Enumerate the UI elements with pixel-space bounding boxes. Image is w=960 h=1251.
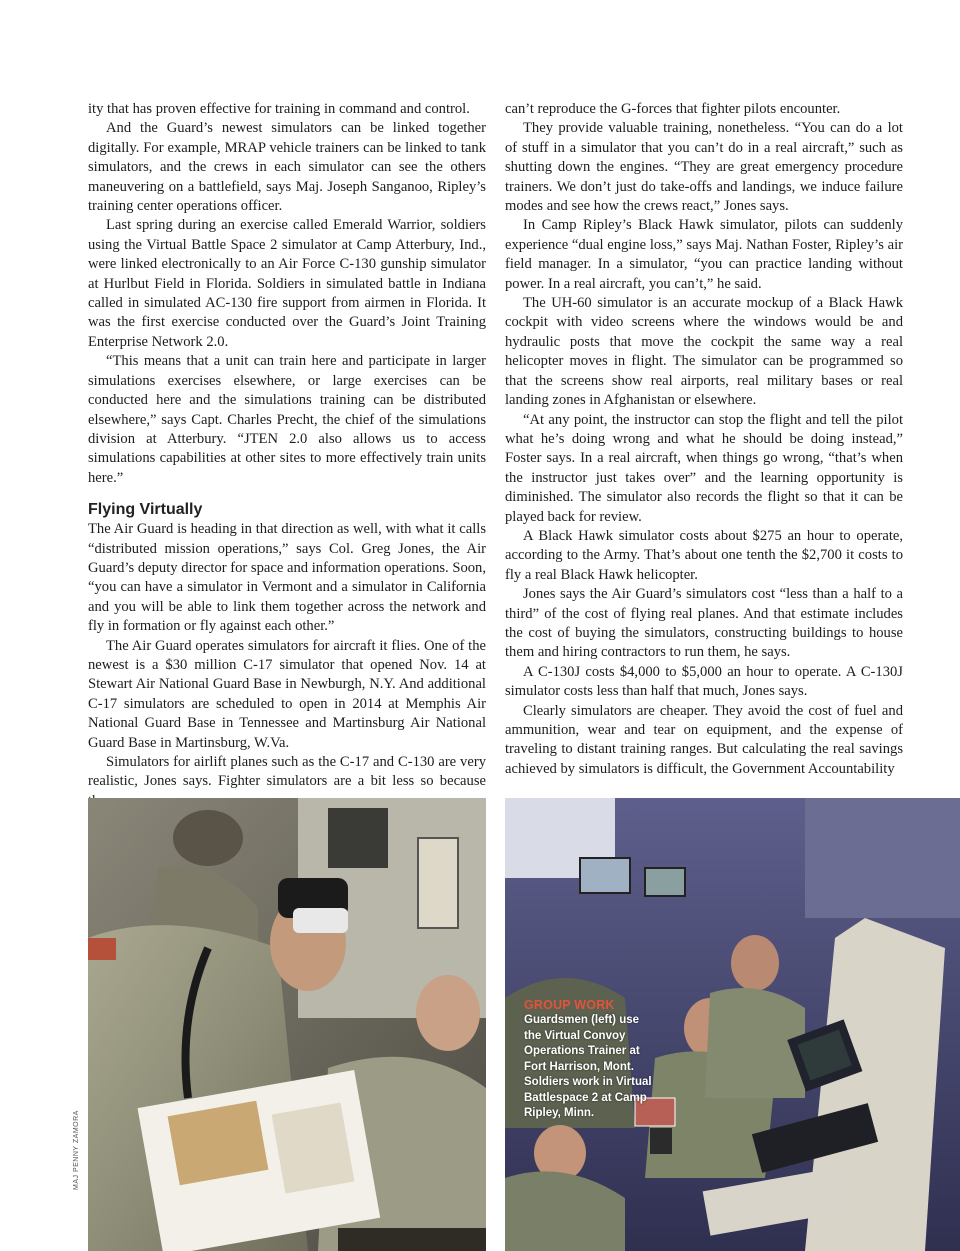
photo-caption: [524, 997, 654, 1122]
caption-text: Guardsmen (left) use the Virtual Convoy Operations Trainer at Fort Harrison, Mont. Soldiers work in Virtual Battlespace 2 at Camp Ripley, Minn.: [524, 1014, 652, 1119]
photo-convoy-trainer: [88, 798, 486, 1251]
paragraph: They provide valuable training, nonetheless. “You can do a lot of stuff in a simulator that you can’t do in a real aircraft,” such as shutting down the engines. “They are great emergency procedure trainers. We don’t just do take-offs and landings, we induce failure modes and see how the crews react,” Jones says.: [505, 120, 903, 215]
paragraph: “This means that a unit can train here and participate in larger simulations exercises elsewhere, or large exercises can be conducted here and the simulations training can be distributed elsewhere,” says Capt. Charles Precht, the chief of the simulations division at Atterbury. “JTEN 2.0 also allows us to access simulations capabilities at other sites to more effectively train units here.”: [88, 353, 486, 486]
paragraph: Clearly simulators are cheaper. They avoid the cost of fuel and ammunition, wear and tear on equipment, and the expense of traveling to distant training ranges. But calculating the real savings achieved by simulators is difficult, the Government Accountability: [505, 702, 903, 777]
caption-kicker: GROUP WORK: [524, 998, 615, 1012]
paragraph: The Air Guard is heading in that direction as well, with what it calls “distributed mission operations,” says Col. Greg Jones, the Air Guard’s deputy director for space and information operations. Soon, “you can have a simulator in Vermont and a simulator in California and you will be able to link them together across the network and fly in formation or fly against each other.”: [88, 521, 486, 635]
paragraph: “At any point, the instructor can stop the flight and tell the pilot what he’s doing wrong and what he should be doing instead,” Foster says. In a real aircraft, when things go wrong, “that’s when the instructor just takes over” and the learning opportunity is diminished. The simulator also records the flight so that it can be played back for review.: [505, 411, 903, 525]
paragraph: A C-130J costs $4,000 to $5,000 an hour to operate. A C-130J simulator costs less than half that much, Jones says.: [505, 663, 903, 700]
paragraph: A Black Hawk simulator costs about $275 an hour to operate, according to the Army. That’s about one tenth the $2,700 it costs to fly a real Black Hawk helicopter.: [505, 527, 903, 583]
paragraph: The Air Guard operates simulators for aircraft it flies. One of the newest is a $30 million C-17 simulator that opened Nov. 14 at Stewart Air National Guard Base in Newburgh, N.Y. And additional C-17 simulators are scheduled to open in 2014 at Memphis Air National Guard Base in Tennessee and Martinsburg Air National Guard Base in Martinsburg, W.Va.: [88, 637, 486, 751]
left-column: [88, 100, 486, 811]
paragraph: can’t reproduce the G-forces that fighter pilots encounter.: [505, 101, 841, 117]
paragraph: Simulators for airlift planes such as the C-17 and C-130 are very realistic, Jones says. Fighter simulators are a bit less so because: [88, 754, 486, 790]
paragraph: Jones says the Air Guard’s simulators cost “less than a half to a third” of the cost of flying real planes. And that estimate includes the cost of buying the simulators, constructing buildings to house them and hiring contractors to run them, he says.: [505, 586, 903, 661]
paragraph: And the Guard’s newest simulators can be linked together digitally. For example, MRAP vehicle trainers can be linked to tank simulators, and the crews in each simulator can see the others maneuvering on a battlefield, says Maj. Joseph Sanganoo, Ripley’s training center operations officer.: [88, 120, 486, 215]
paragraph: In Camp Ripley’s Black Hawk simulator, pilots can suddenly experience “dual engine loss,” says Maj. Nathan Foster, Ripley’s air field manager. In a simulator, “you can practice landing without power. In a real aircraft, you can’t,” he said.: [505, 217, 903, 292]
paragraph: The UH-60 simulator is an accurate mockup of a Black Hawk cockpit with video screens where the windows would be and hydraulic posts that move the cockpit the same way a real helicopter moves in flight. The simulator can be programmed so that the screens show real airports, real military bases or real landing zones in Afghanistan or elsewhere.: [505, 295, 903, 409]
photo-illustration: [88, 798, 486, 1251]
section-heading: Flying Virtually: [88, 501, 203, 519]
paragraph: ity that has proven effective for training in command and control.: [88, 101, 470, 117]
photo-credit: MAJ PENNY ZAMORA: [73, 1110, 80, 1190]
paragraph: Last spring during an exercise called Emerald Warrior, soldiers using the Virtual Battle Space 2 simulator at Camp Atterbury, Ind., were linked electronically to an Air Force C-130 gunship simulator at Hurlbut Field in Florida. Soldiers in simulated battle in Indiana called in simulated AC-130 fire support from airmen in Florida. It was the first exercise conducted over the Guard’s Joint Training Enterprise Network 2.0.: [88, 217, 486, 350]
right-column: [505, 100, 903, 779]
